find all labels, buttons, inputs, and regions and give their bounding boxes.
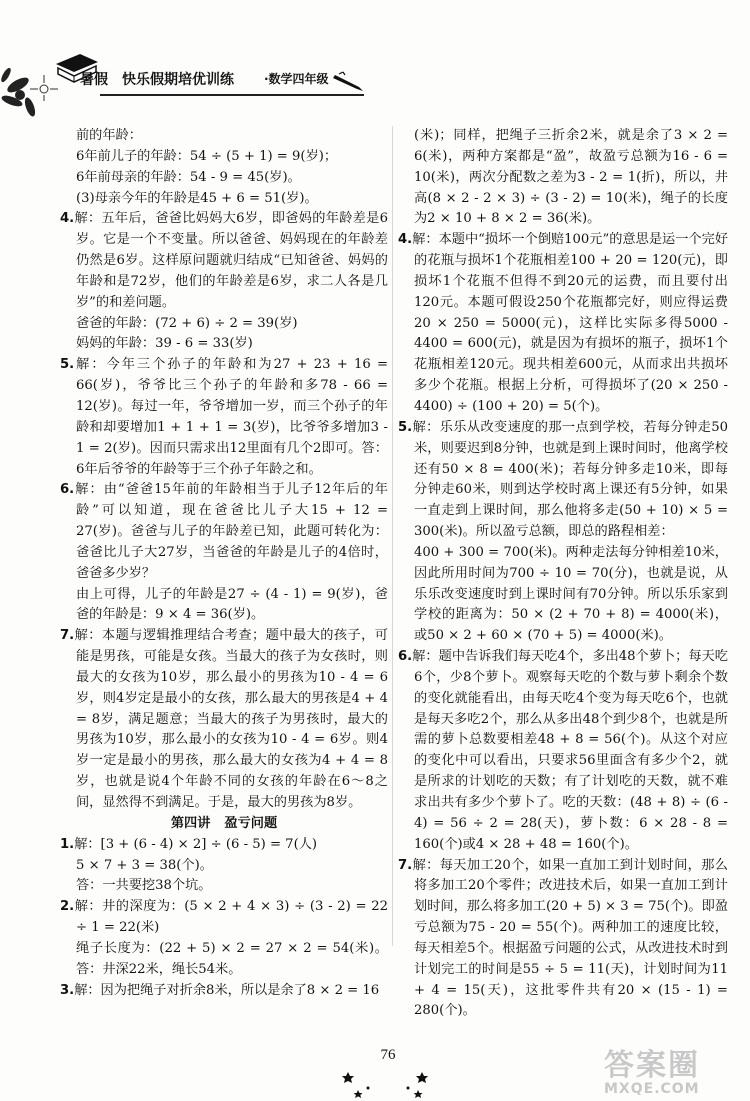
item-number: 4.: [60, 211, 75, 227]
item-text: 解：五年后，爸爸比妈妈大6岁，即爸妈的年龄差是6岁。它是一个不变量。所以爸爸、妈妈现在的年龄差仍然是6岁。这样原问题就归结成“已知爸爸、妈妈的年龄和是72岁，他们的年龄差是6岁，求二人各是几岁”的和差问题。: [74, 211, 388, 310]
star-decoration-icon: [338, 1068, 438, 1098]
answer-line: 绳子长度为：(22 + 5) × 2 = 27 × 2 = 54(米)。答：井深22米，绳长54米。: [76, 940, 388, 977]
answer-item-s2: [60, 897, 388, 939]
answer-item-7: [60, 626, 388, 814]
item-text: 解：因为把绳子对折余8米，所以是余了8 × 2 = 16: [74, 982, 380, 998]
answer-item-6: [60, 480, 388, 584]
item-number: 3.: [60, 982, 75, 998]
answer-item-r7: [398, 856, 728, 1023]
pen-icon: [331, 71, 367, 93]
item-number: 7.: [60, 628, 75, 644]
answer-line: 6年前母亲的年龄：54 - 9 = 45(岁)。: [76, 169, 301, 185]
right-column: [398, 126, 728, 1022]
item-number: 7.: [398, 857, 413, 873]
column-divider: [392, 126, 393, 946]
item-text: 解：本题中“损坏一个倒赔100元”的意思是运一个完好的花瓶与损坏1个花瓶相差100 + 20 = 120(元)，即损坏1个花瓶不但得不到20元的运费，而且要付出120元。本题可假设250个花瓶都完好，则应得运费20 × 250 = 5000(元)，这样比实际多得5000 - 4400 = 600(元)，就是因为有损坏的瓶子，损坏1个花瓶相差120元。现共相差600元，从而求出共损坏多少个花瓶。根据上分析，可得损坏了(20 × 250 - 4400) ÷ (100 + 20) = 5(个)。: [412, 232, 728, 414]
item-text: 解：本题与逻辑推理结合考查；题中最大的孩子，可能是男孩，可能是女孩。当最大的孩子为女孩时，则最大的女孩为10岁，那么最小的男孩为10 - 4 = 6岁，则4岁定是最小的女孩，那么最大的男孩是4 + 4 = 8岁，满足题意；当最大的孩子为男孩时，最大的男孩为10岁，那么最小的女孩为10 - 4 = 6岁。则4岁一定是最小的男孩，那么最大的女孩为4 + 4 = 8岁，也就是说4个年龄不同的女孩的年龄在6～8之间，显然得不到满足。于是，最大的男孩为8岁。: [74, 628, 388, 810]
answer-item-s3: [60, 981, 388, 1002]
answer-item-r4: [398, 230, 728, 418]
item-text: 解：[3 + (6 - 4) × 2] ÷ (6 - 5) = 7(人): [74, 836, 318, 852]
answer-line: 爸爸的年龄：(72 + 6) ÷ 2 = 39(岁): [76, 315, 298, 331]
section-title: [60, 814, 388, 835]
section-topic: 盈亏问题: [224, 815, 278, 831]
answer-line: 400 + 300 = 700(米)。两种走法每分钟相差10米，因此所用时间为700 ÷ 10 = 70(分)，也就是说，从乐乐改变速度时到上课时间有70分钟。所以乐乐家到学校的距离为：50 × (2 + 70 + 8) = 4000(米)，或50 × 2 + 60 × (70 + 5) = 4000(米)。: [414, 544, 728, 644]
watermark-cn: 答案圈: [604, 1048, 700, 1083]
answer-line: 6年前儿子的年龄：54 ÷ (5 + 1) = 9(岁)；: [76, 148, 338, 164]
answer-item-r6: [398, 647, 728, 855]
item-text: 解：题中告诉我们每天吃4个，多出48个萝卜；每天吃6个，少8个萝卜。观察每天吃的个数与萝卜剩余个数的变化就能看出，由每天吃4个变为每天吃6个，也就是每天多吃2个，那么从多出48个到少8个，也就是所需的萝卜总数要相差48 + 8 = 56(个)。从这个对应的变化中可以看出，只要求56里面含有多少个2，就是所求的计划吃的天数；有了计划吃的天数，就不难求出共有多少个萝卜了。吃的天数：(48 + 8) ÷ (6 - 4) = 56 ÷ 2 = 28(天)，萝卜数：6 × 28 - 8 = 160(个)或4 × 28 + 48 = 160(个)。: [412, 649, 728, 852]
answer-line: 5 × 7 + 3 = 38(个)。: [76, 857, 213, 873]
item-number: 6.: [398, 649, 413, 665]
item-number: 5.: [398, 419, 413, 435]
answer-item-5: [60, 355, 388, 480]
item-text: 解：由“爸爸15年前的年龄相当于儿子12年后的年龄”可以知道，现在爸爸比儿子大15 + 12 = 27(岁)。爸爸与儿子的年龄差已知，此题可转化为：爸爸比儿子大27岁，当爸爸的年龄是儿子的4倍时，爸爸多少岁？: [74, 482, 388, 581]
item-number: 4.: [398, 232, 413, 248]
item-number: 5.: [60, 357, 75, 373]
section-lecture: 第四讲: [170, 815, 211, 831]
watermark-logo: [604, 1050, 744, 1098]
answer-line: 答：一共要挖38个坑。: [76, 878, 212, 894]
answer-line: (3)母亲今年的年龄是45 + 6 = 51(岁)。: [76, 190, 318, 206]
left-column: [60, 126, 388, 1001]
answer-line: 妈妈的年龄：39 - 6 = 33(岁): [76, 336, 253, 352]
item-text: 解：每天加工20个，如果一直加工到计划时间，那么将多加工20个零件；改进技术后，如果一直加工到计划时间，那么将多加工(20 + 5) × 3 = 75(个)。即盈亏总额为75 - 20 = 55(个)。两种加工的速度比较，每天相差5个。根据盈亏问题的公式，从改进技术时到计划完工的时间是55 ÷ 5 = 11(天)，计划时间为11 + 4 = 15(天)，这批零件共有20 × (15 - 1) = 280(个)。: [412, 857, 728, 1019]
answer-item-s1: [60, 835, 388, 856]
page-header: [0, 0, 750, 110]
header-subject: ·数学四年级: [264, 72, 329, 86]
item-text: 解：今年三个孙子的年龄和为27 + 23 + 16 = 66(岁)，爷爷比三个孙子的年龄和多78 - 66 = 12(岁)。每过一年，爷爷增加一岁，而三个孙子的年龄和却要增加1 + 1 + 1 = 3(岁)，比爷爷多增加3 - 1 = 2(岁)。因而只需求出12里面有几个2即可。答：6年后爷爷的年龄等于三个孙子年龄之和。: [74, 357, 388, 477]
item-text: 解：乐乐从改变速度的那一点到学校，若每分钟走50米，则要迟到8分钟，也就是到上课时间时，他离学校还有50 × 8 = 400(米)；若每分钟多走10米，即每分钟走60米，则到达学校时离上课还有5分钟，如果一直走到上课时间，那么他将多走(50 + 10) × 5 = 300(米)。所以盈亏总额，即总的路程相差：: [412, 419, 728, 540]
page-number: 76: [380, 1047, 396, 1063]
item-number: 2.: [60, 899, 75, 915]
item-number: 1.: [60, 836, 75, 852]
answer-line: (米)；同样，把绳子三折余2米，就是余了3 × 2 = 6(米)，两种方案都是“盈”，故盈亏总额为16 - 6 = 10(米)，两次分配数之差为3 - 2 = 1(折)，所以，井高(8 × 2 - 2 × 3) ÷ (3 - 2) = 10(米)，绳子的长度为2 × 10 + 8 × 2 = 36(米)。: [414, 128, 728, 227]
header-tag: 暑假: [80, 72, 108, 88]
header-title: 快乐假期培优训练: [122, 72, 234, 88]
header-rule: [100, 94, 364, 96]
answer-line: 由上可得，儿子的年龄是27 ÷ (4 - 1) = 9(岁)，爸爸的年龄是：9 × 4 = 36(岁)。: [76, 586, 388, 623]
answer-line: 前的年龄：: [76, 128, 142, 143]
watermark-en: MXQE.COM: [604, 1081, 700, 1097]
answer-item-r5: [398, 418, 728, 543]
item-number: 6.: [60, 482, 75, 498]
answer-item-4: [60, 209, 388, 313]
item-text: 解：井的深度为：(5 × 2 + 4 × 3) ÷ (3 - 2) = 22 ÷ 1 = 22(米): [74, 899, 388, 936]
